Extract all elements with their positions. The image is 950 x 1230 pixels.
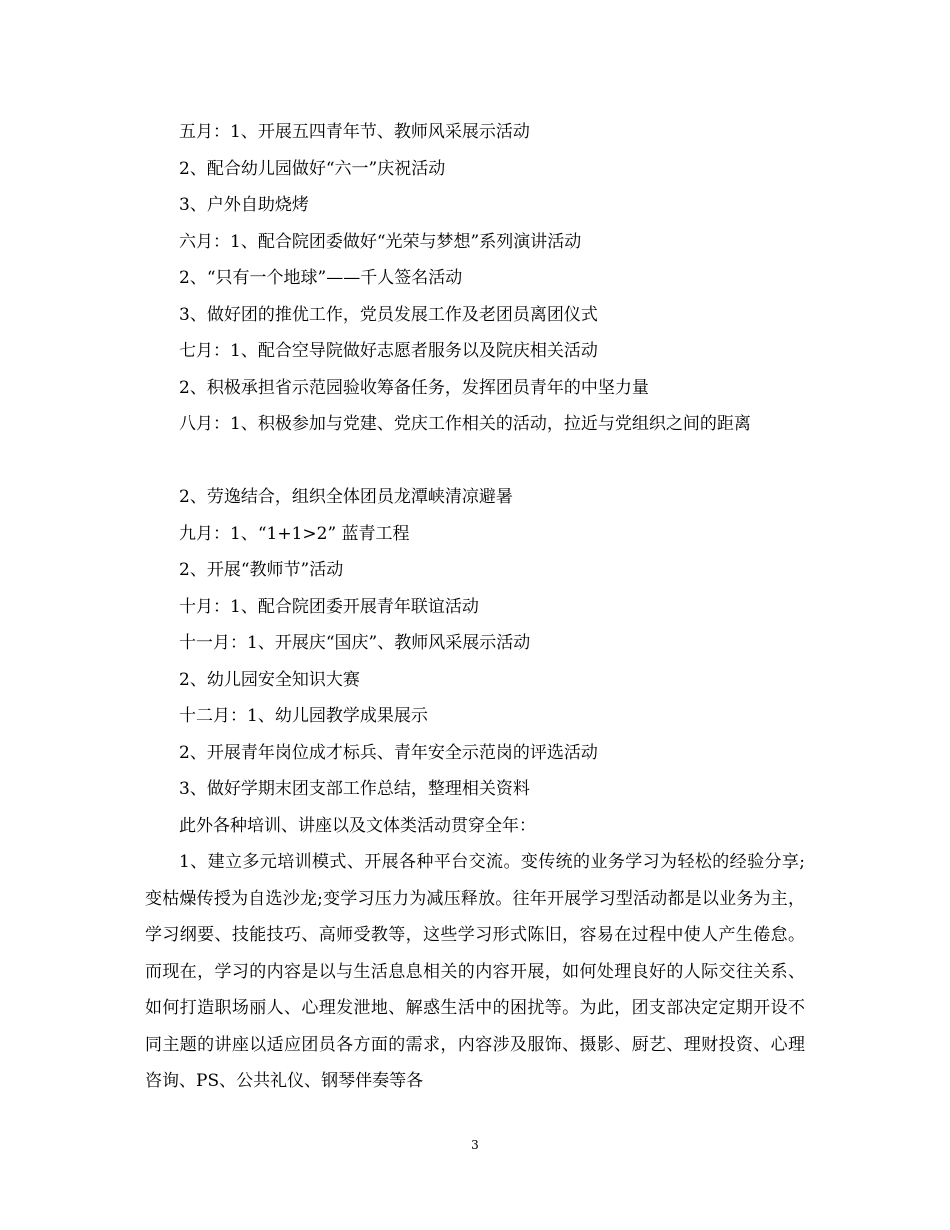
training-paragraph: 1、建立多元培训模式、开展各种平台交流。变传统的业务学习为轻松的经验分享;变枯燥传授为自选沙龙;变学习压力为减压释放。往年开展学习型活动都是以业务为主，学习纲要、技能技巧、高师受教等，这些学习形式陈旧，容易在过程中使人产生倦怠。而现在，学习的内容是以与生活息息相关的内容开展，如何处理良好的人际交往关系、如何打造职场丽人、心理发泄地、解惑生活中的困扰等。为此，团支部决定定期开设不同主题的讲座以适应团员各方面的需求，内容涉及服饰、摄影、厨艺、理财投资、心理咨询、PS、公共礼仪、钢琴伴奏等各 bbox=[145, 852, 805, 1091]
text-line: 2、开展青年岗位成才标兵、青年安全示范岗的评选活动 bbox=[179, 742, 598, 763]
text-line: 2、配合幼儿园做好“六一”庆祝活动 bbox=[179, 158, 446, 179]
text-line: 2、劳逸结合，组织全体团员龙潭峡清凉避暑 bbox=[179, 487, 513, 507]
text-line: 十月：1、配合院团委开展青年联谊活动 bbox=[179, 596, 479, 617]
page-number: 3 bbox=[471, 1138, 479, 1152]
text-line: 此外各种培训、讲座以及文体类活动贯穿全年： bbox=[179, 815, 536, 836]
text-line: 2、幼儿园安全知识大赛 bbox=[179, 669, 360, 690]
text-line: 3、做好学期末团支部工作总结，整理相关资料 bbox=[179, 779, 530, 799]
text-line: 十二月：1、幼儿园教学成果展示 bbox=[179, 706, 428, 726]
text-line: 九月：1、“1+1>2” 蓝青工程 bbox=[179, 523, 410, 544]
text-line: 3、户外自助烧烤 bbox=[179, 195, 309, 215]
text-line: 十一月：1、开展庆“国庆”、教师风采展示活动 bbox=[179, 633, 531, 653]
text-line: 2、开展“教师节”活动 bbox=[179, 560, 344, 580]
text-line: 六月：1、配合院团委做好“光荣与梦想”系列演讲活动 bbox=[179, 231, 582, 252]
text-line: 七月：1、配合空导院做好志愿者服务以及院庆相关活动 bbox=[179, 341, 598, 361]
aug-paragraph: 八月：1、积极参加与党建、党庆工作相关的活动，拉近与党组织之间的距离 bbox=[179, 414, 751, 434]
text-line: 五月：1、开展五四青年节、教师风采展示活动 bbox=[179, 122, 530, 142]
text-line: 2、“只有一个地球”——千人签名活动 bbox=[179, 268, 463, 288]
text-line: 2、积极承担省示范园验收筹备任务，发挥团员青年的中坚力量 bbox=[179, 377, 649, 398]
text-line: 3、做好团的推优工作，党员发展工作及老团员离团仪式 bbox=[179, 304, 598, 325]
